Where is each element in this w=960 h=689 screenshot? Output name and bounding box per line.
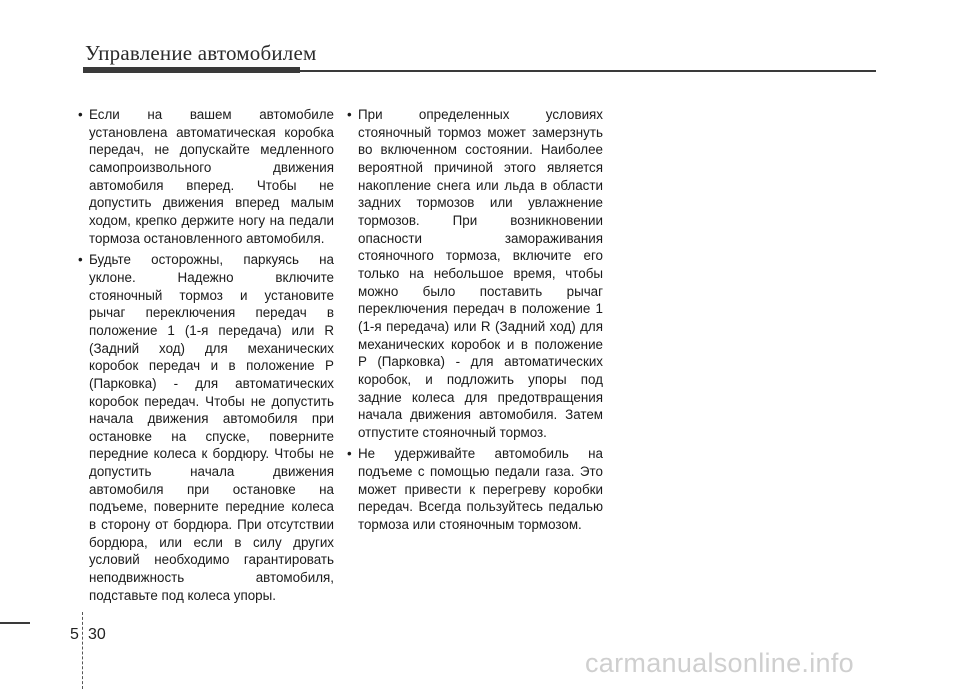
- footer-rule: [0, 622, 30, 624]
- page-header-title: Управление автомобилем: [85, 41, 317, 65]
- bullet-mark: •: [347, 446, 352, 462]
- right-column: [347, 106, 603, 538]
- footer-divider: [82, 612, 83, 689]
- bullet-item: [347, 106, 603, 441]
- bullet-text: Не удерживайте автомобиль на подъеме с помощью педали газа. Это может привести к перегреву коробки передач. Всегда пользуйтесь педалью тормоза или стояночным тормозом.: [358, 446, 603, 533]
- bullet-mark: •: [78, 107, 83, 122]
- header-rule-thin: [300, 70, 876, 72]
- bullet-item: [78, 106, 334, 247]
- header-rule-thick: [83, 67, 300, 73]
- bullet-item: [347, 445, 603, 533]
- bullet-text: Если на вашем автомобиле установлена автоматическая коробка передач, не допускайте медленного самопроизвольного движения автомобиля вперед. Чтобы не допустить движения вперед малым ходом, крепко держите ногу на педали тормоза остановленного автомобиля.: [89, 107, 334, 246]
- left-column: [78, 106, 334, 608]
- page-number: 30: [88, 626, 106, 643]
- bullet-mark: •: [78, 252, 83, 268]
- bullet-text: При определенных условиях стояночный тормоз может замерзнуть во включенном состоянии. Наиболее вероятной причиной этого является накопление снега или льда в области задних тормозов или увлажнение тормозов. При возникновении опасности замораживания стояночного тормоза, включите его только на небольшое время, чтобы можно было поставить рычаг переключения передач в положение 1 (1-я передача) или R (Задний ход) для механических коробок и в положение P (Парковка) - для автоматических коробок, и подложить упоры под задние колеса для предотвращения начала движения автомобиля. Затем отпустите стояночный тормоз.: [358, 107, 603, 440]
- bullet-mark: •: [347, 107, 352, 122]
- bullet-item: [78, 251, 334, 604]
- watermark-text: carmanualsonline.info: [585, 648, 854, 678]
- chapter-number: 5: [70, 626, 79, 643]
- bullet-text: Будьте осторожны, паркуясь на уклоне. Надежно включите стояночный тормоз и установите рычаг переключения передач в положение 1 (1-я передача) или R (Задний ход) для механических коробок передач и в положение P (Парковка) - для автоматических коробок передач. Чтобы не допустить начала движения автомобиля при остановке на спуске, поверните передние колеса к бордюру. Чтобы не допустить начала движения автомобиля при остановке на подъеме, поверните передние колеса в сторону от бордюра. При отсутствии бордюра, или если в силу других условий необходимо гарантировать неподвижность автомобиля, подставьте под колеса упоры.: [89, 252, 334, 603]
